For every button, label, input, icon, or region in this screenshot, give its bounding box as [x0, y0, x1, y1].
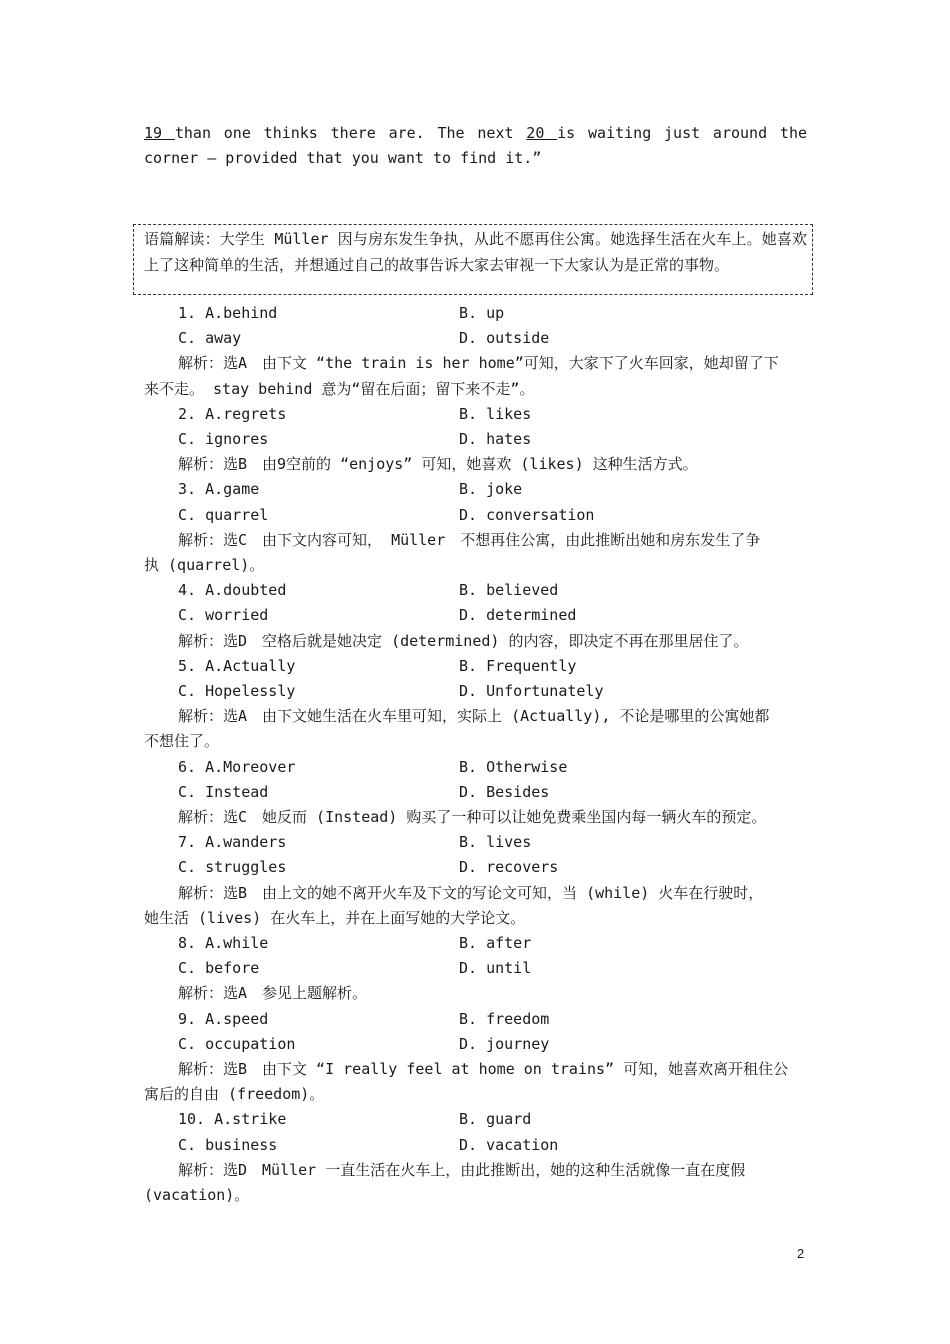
option-d: D. conversation — [459, 505, 595, 524]
blank-19: 19 — [144, 124, 175, 142]
option-b: B. likes — [459, 404, 532, 423]
option-b: B. Frequently — [459, 656, 577, 675]
option-b: B. joke — [459, 480, 523, 499]
option-b: B. Otherwise — [459, 757, 568, 776]
option-c: C. ignores — [178, 430, 269, 448]
option-a: 2. A.regrets — [178, 404, 287, 423]
explanation-continued: 寓后的自由 (freedom)。 — [144, 1085, 325, 1104]
option-d: D. recovers — [459, 858, 559, 877]
option-a: 4. A.doubted — [178, 581, 287, 600]
explanation: 解析：选B 由下文 “I really feel at home on trains” 可知，她喜欢离开租住公 — [178, 1060, 789, 1078]
explanation: 解析：选B 由上文的她不离开火车及下文的写论文可知，当 (while) 火车在行驶时， — [178, 883, 764, 902]
option-b: B. believed — [459, 581, 559, 600]
explanation: 解析：选A 由下文她生活在火车里可知，实际上 (Actually), 不论是哪里的公寓她都 — [178, 707, 770, 726]
explanation: 解析：选A 由下文 “the train is her home”可知，大家下了火车回家，她却留了下 — [178, 354, 779, 373]
blank-20: 20 — [526, 124, 558, 142]
option-d: D. vacation — [459, 1135, 559, 1154]
option-d: D. until — [459, 959, 532, 978]
option-c: C. quarrel — [178, 505, 269, 524]
option-a: 3. A.game — [178, 480, 260, 499]
explanation: 解析：选C 她反而 (Instead) 购买了一种可以让她免费乘坐国内每一辆火车的预定。 — [178, 808, 767, 826]
explanation-continued: 来不走。 stay behind 意为“留在后面；留下来不走”。 — [144, 379, 535, 398]
option-c: C. worried — [178, 606, 269, 625]
option-a: 10. A.strike — [178, 1110, 287, 1129]
passage-line-1: 19 than one thinks there are. The next 20 is waiting just around the — [144, 124, 807, 142]
option-a: 9. A.speed — [178, 1009, 269, 1028]
explanation-continued: (vacation)。 — [144, 1186, 250, 1204]
explanation: 解析：选D Müller 一直生活在火车上，由此推断出，她的这种生活就像一直在度假 — [178, 1160, 746, 1179]
option-b: B. lives — [459, 833, 532, 852]
option-c: C. Instead — [178, 782, 269, 801]
option-a: 6. A.Moreover — [178, 757, 296, 776]
option-c: C. struggles — [178, 858, 287, 877]
option-b: B. freedom — [459, 1009, 550, 1028]
option-d: D. Unfortunately — [459, 682, 604, 700]
option-d: D. outside — [459, 329, 550, 348]
option-c: C. Hopelessly — [178, 682, 296, 700]
option-b: B. guard — [459, 1110, 532, 1129]
option-a: 8. A.while — [178, 934, 269, 952]
page-number: 2 — [797, 1246, 805, 1261]
explanation: 解析：选C 由下文内容可知， Müller 不想再住公寓，由此推断出她和房东发生了争 — [178, 530, 761, 549]
option-d: D. journey — [459, 1034, 550, 1053]
option-c: C. business — [178, 1135, 278, 1154]
option-a: 5. A.Actually — [178, 656, 296, 675]
option-b: B. after — [459, 934, 532, 952]
summary-text: 语篇解读：大学生 Müller 因与房东发生争执，从此不愿再住公寓。她选择生活在火车上。她喜欢上了这种简单的生活，并想通过自己的故事告诉大家去审视一下大家认为是正常的事物。 — [144, 230, 807, 274]
explanation: 解析：选D 空格后就是她决定 (determined) 的内容，即决定不再在那里居住了。 — [178, 631, 749, 650]
option-a: 7. A.wanders — [178, 833, 287, 852]
explanation-continued: 她生活 (lives) 在火车上，并在上面写她的大学论文。 — [144, 908, 526, 927]
explanation: 解析：选A 参见上题解析。 — [178, 984, 368, 1003]
option-c: C. before — [178, 959, 260, 978]
explanation-continued: 执 (quarrel)。 — [144, 556, 265, 574]
option-d: D. Besides — [459, 782, 550, 801]
option-c: C. occupation — [178, 1034, 296, 1053]
option-b: B. up — [459, 304, 505, 322]
explanation: 解析：选B 由9空前的 “enjoys” 可知，她喜欢 (likes) 这种生活方式。 — [178, 455, 698, 474]
option-a: 1. A.behind — [178, 304, 278, 322]
passage-line-2: corner — provided that you want to find it.” — [144, 149, 542, 167]
option-c: C. away — [178, 329, 242, 348]
option-d: D. hates — [459, 430, 532, 448]
explanation-continued: 不想住了。 — [144, 732, 220, 751]
option-d: D. determined — [459, 606, 577, 625]
